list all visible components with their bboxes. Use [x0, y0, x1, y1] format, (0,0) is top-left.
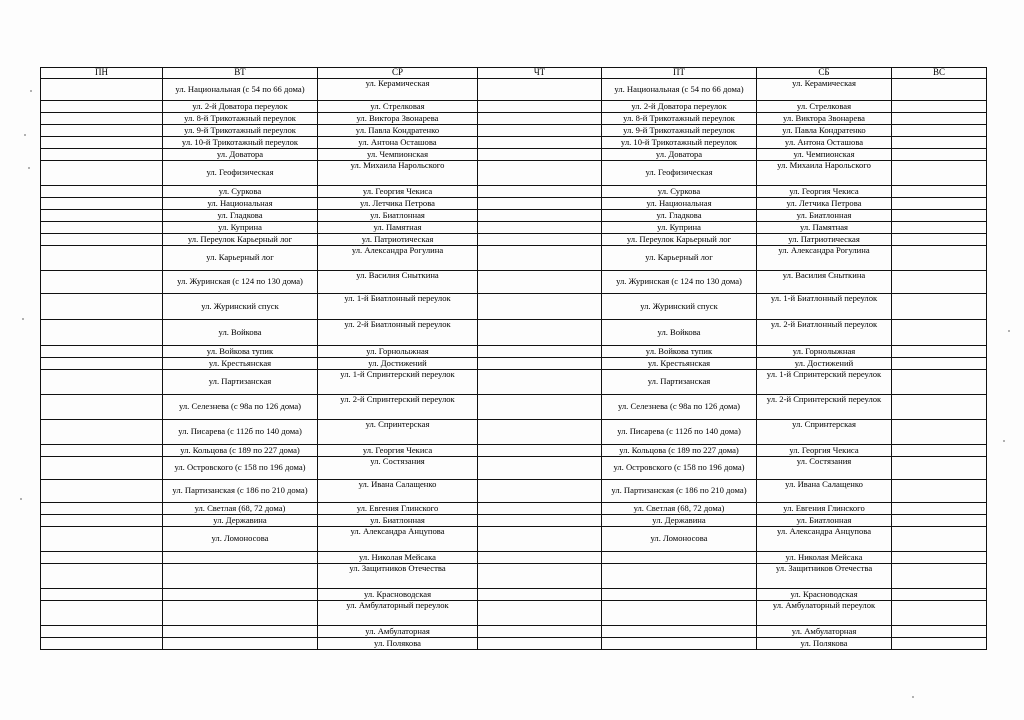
- cell-thu: [478, 149, 602, 161]
- cell-sun: [892, 527, 987, 552]
- table-row: [41, 601, 987, 626]
- cell-wed: ул. Достижений: [318, 358, 478, 370]
- header-wed: СР: [318, 68, 478, 79]
- cell-mon: [41, 149, 163, 161]
- cell-tue: [163, 589, 318, 601]
- cell-mon: [41, 125, 163, 137]
- cell-sun: [892, 79, 987, 101]
- cell-thu: [478, 198, 602, 210]
- cell-thu: [478, 370, 602, 395]
- cell-tue: ул. Национальная: [163, 198, 318, 210]
- cell-wed: ул. Виктора Звонарева: [318, 113, 478, 125]
- cell-sat: ул. Летчика Петрова: [757, 198, 892, 210]
- cell-mon: [41, 564, 163, 589]
- cell-wed: ул. Александра Анцупова: [318, 527, 478, 552]
- cell-thu: [478, 626, 602, 638]
- cell-thu: [478, 186, 602, 198]
- cell-sat: ул. Состязания: [757, 457, 892, 480]
- cell-wed: ул. Чемпионская: [318, 149, 478, 161]
- scan-speck: [1003, 440, 1005, 442]
- cell-fri: ул. Войкова тупик: [602, 346, 757, 358]
- cell-wed: ул. Ивана Салащенко: [318, 480, 478, 503]
- cell-mon: [41, 222, 163, 234]
- cell-thu: [478, 601, 602, 626]
- cell-tue: ул. 9-й Трикотажный переулок: [163, 125, 318, 137]
- cell-thu: [478, 210, 602, 222]
- table-row: [41, 198, 987, 210]
- cell-fri: ул. Ломоносова: [602, 527, 757, 552]
- table-row: [41, 186, 987, 198]
- cell-mon: [41, 638, 163, 650]
- cell-fri: [602, 552, 757, 564]
- cell-wed: ул. Александра Рогулина: [318, 246, 478, 271]
- cell-fri: ул. Переулок Карьерный лог: [602, 234, 757, 246]
- cell-tue: ул. Островского (с 158 по 196 дома): [163, 457, 318, 480]
- cell-fri: [602, 601, 757, 626]
- cell-mon: [41, 246, 163, 271]
- cell-wed: ул. Полякова: [318, 638, 478, 650]
- cell-fri: ул. Островского (с 158 по 196 дома): [602, 457, 757, 480]
- cell-fri: ул. 2-й Доватора переулок: [602, 101, 757, 113]
- cell-wed: ул. Стрелковая: [318, 101, 478, 113]
- cell-sun: [892, 161, 987, 186]
- cell-sat: ул. Достижений: [757, 358, 892, 370]
- cell-tue: ул. Писарева (с 112б по 140 дома): [163, 420, 318, 445]
- cell-mon: [41, 161, 163, 186]
- table-row: [41, 222, 987, 234]
- cell-tue: ул. 2-й Доватора переулок: [163, 101, 318, 113]
- table-row: [41, 210, 987, 222]
- cell-sat: ул. Стрелковая: [757, 101, 892, 113]
- cell-sun: [892, 445, 987, 457]
- cell-thu: [478, 101, 602, 113]
- cell-wed: ул. Защитников Отечества: [318, 564, 478, 589]
- scan-speck: [20, 498, 22, 500]
- cell-sun: [892, 358, 987, 370]
- cell-sat: ул. Полякова: [757, 638, 892, 650]
- cell-fri: ул. Национальная: [602, 198, 757, 210]
- cell-fri: ул. Журинский спуск: [602, 294, 757, 320]
- header-sat: СБ: [757, 68, 892, 79]
- header-row: [41, 68, 987, 79]
- cell-mon: [41, 137, 163, 149]
- cell-sat: ул. Виктора Звонарева: [757, 113, 892, 125]
- cell-tue: ул. Переулок Карьерный лог: [163, 234, 318, 246]
- cell-thu: [478, 515, 602, 527]
- cell-sat: ул. Защитников Отечества: [757, 564, 892, 589]
- table-row: [41, 626, 987, 638]
- cell-wed: ул. Патриотическая: [318, 234, 478, 246]
- cell-tue: ул. Войкова: [163, 320, 318, 346]
- cell-sat: ул. Василия Сныткина: [757, 271, 892, 294]
- cell-tue: ул. Крестьянская: [163, 358, 318, 370]
- cell-sat: ул. Павла Кондратенко: [757, 125, 892, 137]
- cell-mon: [41, 370, 163, 395]
- cell-sat: ул. Николая Мейсака: [757, 552, 892, 564]
- scan-speck: [1008, 330, 1010, 332]
- cell-sat: ул. Амбулаторная: [757, 626, 892, 638]
- cell-wed: ул. Состязания: [318, 457, 478, 480]
- cell-sat: ул. Георгия Чекиса: [757, 445, 892, 457]
- cell-thu: [478, 125, 602, 137]
- cell-sat: ул. Памятная: [757, 222, 892, 234]
- table-row: [41, 420, 987, 445]
- cell-mon: [41, 552, 163, 564]
- cell-fri: ул. Партизанская (с 186 по 210 дома): [602, 480, 757, 503]
- cell-sun: [892, 601, 987, 626]
- cell-sun: [892, 234, 987, 246]
- cell-sat: ул. Михаила Нарольского: [757, 161, 892, 186]
- cell-fri: ул. Геофизическая: [602, 161, 757, 186]
- cell-wed: ул. Биатлонная: [318, 515, 478, 527]
- cell-thu: [478, 137, 602, 149]
- cell-tue: ул. 10-й Трикотажный переулок: [163, 137, 318, 149]
- cell-fri: [602, 589, 757, 601]
- cell-fri: ул. Партизанская: [602, 370, 757, 395]
- table-row: [41, 79, 987, 101]
- table-row: [41, 101, 987, 113]
- cell-thu: [478, 346, 602, 358]
- cell-sun: [892, 552, 987, 564]
- cell-tue: ул. Войкова тупик: [163, 346, 318, 358]
- cell-mon: [41, 186, 163, 198]
- header-thu: ЧТ: [478, 68, 602, 79]
- cell-sat: ул. Патриотическая: [757, 234, 892, 246]
- table-row: [41, 246, 987, 271]
- cell-wed: ул. 1-й Спринтерский переулок: [318, 370, 478, 395]
- cell-mon: [41, 113, 163, 125]
- cell-tue: ул. Геофизическая: [163, 161, 318, 186]
- scan-speck: [28, 167, 30, 169]
- cell-thu: [478, 638, 602, 650]
- header-mon: ПН: [41, 68, 163, 79]
- cell-thu: [478, 246, 602, 271]
- cell-mon: [41, 320, 163, 346]
- cell-mon: [41, 395, 163, 420]
- cell-wed: ул. Биатлонная: [318, 210, 478, 222]
- cell-mon: [41, 515, 163, 527]
- cell-wed: ул. Летчика Петрова: [318, 198, 478, 210]
- cell-fri: [602, 626, 757, 638]
- table-row: [41, 346, 987, 358]
- cell-tue: ул. Журинская (с 124 по 130 дома): [163, 271, 318, 294]
- cell-sun: [892, 125, 987, 137]
- table-row: [41, 457, 987, 480]
- cell-wed: ул. Амбулаторный переулок: [318, 601, 478, 626]
- cell-sun: [892, 149, 987, 161]
- cell-tue: ул. Партизанская: [163, 370, 318, 395]
- cell-tue: [163, 638, 318, 650]
- cell-sat: ул. Евгения Глинского: [757, 503, 892, 515]
- cell-thu: [478, 271, 602, 294]
- cell-sun: [892, 395, 987, 420]
- cell-wed: ул. Василия Сныткина: [318, 271, 478, 294]
- cell-sun: [892, 638, 987, 650]
- cell-sun: [892, 246, 987, 271]
- cell-fri: ул. 10-й Трикотажный переулок: [602, 137, 757, 149]
- cell-mon: [41, 626, 163, 638]
- cell-sun: [892, 101, 987, 113]
- cell-thu: [478, 161, 602, 186]
- cell-thu: [478, 589, 602, 601]
- cell-mon: [41, 503, 163, 515]
- table-row: [41, 320, 987, 346]
- table-row: [41, 358, 987, 370]
- cell-thu: [478, 234, 602, 246]
- cell-sat: ул. Биатлонная: [757, 515, 892, 527]
- scan-speck: [22, 318, 24, 320]
- cell-sun: [892, 198, 987, 210]
- cell-sun: [892, 589, 987, 601]
- cell-mon: [41, 480, 163, 503]
- cell-thu: [478, 564, 602, 589]
- table-row: [41, 271, 987, 294]
- cell-mon: [41, 457, 163, 480]
- scan-speck: [24, 134, 26, 136]
- scan-speck: [912, 696, 914, 698]
- table-row: [41, 589, 987, 601]
- table-row: [41, 480, 987, 503]
- cell-sun: [892, 515, 987, 527]
- cell-tue: ул. Доватора: [163, 149, 318, 161]
- cell-wed: ул. Георгия Чекиса: [318, 186, 478, 198]
- cell-sun: [892, 210, 987, 222]
- cell-tue: ул. Кольцова (с 189 по 227 дома): [163, 445, 318, 457]
- cell-tue: ул. Селезнева (с 98а по 126 дома): [163, 395, 318, 420]
- cell-mon: [41, 271, 163, 294]
- cell-fri: ул. Селезнева (с 98а по 126 дома): [602, 395, 757, 420]
- cell-sat: ул. Антона Осташова: [757, 137, 892, 149]
- cell-wed: ул. 1-й Биатлонный переулок: [318, 294, 478, 320]
- cell-sat: ул. 2-й Спринтерский переулок: [757, 395, 892, 420]
- cell-mon: [41, 198, 163, 210]
- cell-thu: [478, 552, 602, 564]
- cell-tue: [163, 601, 318, 626]
- table-row: [41, 370, 987, 395]
- table-row: [41, 161, 987, 186]
- cell-sun: [892, 457, 987, 480]
- scan-speck: [30, 90, 32, 92]
- table-row: [41, 395, 987, 420]
- cell-fri: ул. Куприна: [602, 222, 757, 234]
- cell-mon: [41, 346, 163, 358]
- cell-tue: ул. Национальная (с 54 по 66 дома): [163, 79, 318, 101]
- table-row: [41, 515, 987, 527]
- cell-fri: ул. Доватора: [602, 149, 757, 161]
- cell-mon: [41, 101, 163, 113]
- cell-sun: [892, 294, 987, 320]
- cell-fri: ул. Писарева (с 112б по 140 дома): [602, 420, 757, 445]
- table-row: [41, 552, 987, 564]
- cell-mon: [41, 445, 163, 457]
- cell-wed: ул. 2-й Биатлонный переулок: [318, 320, 478, 346]
- cell-wed: ул. Евгения Глинского: [318, 503, 478, 515]
- schedule-table: [40, 67, 987, 650]
- cell-sun: [892, 222, 987, 234]
- cell-mon: [41, 210, 163, 222]
- cell-sat: ул. 1-й Спринтерский переулок: [757, 370, 892, 395]
- table-row: [41, 137, 987, 149]
- cell-mon: [41, 79, 163, 101]
- table-row: [41, 125, 987, 137]
- cell-sun: [892, 320, 987, 346]
- cell-thu: [478, 395, 602, 420]
- cell-fri: [602, 564, 757, 589]
- cell-sun: [892, 564, 987, 589]
- cell-sat: ул. Керамическая: [757, 79, 892, 101]
- cell-fri: ул. Светлая (68, 72 дома): [602, 503, 757, 515]
- cell-tue: ул. Партизанская (с 186 по 210 дома): [163, 480, 318, 503]
- cell-fri: ул. Суркова: [602, 186, 757, 198]
- cell-mon: [41, 234, 163, 246]
- cell-sat: ул. Александра Анцупова: [757, 527, 892, 552]
- table-row: [41, 638, 987, 650]
- cell-mon: [41, 294, 163, 320]
- cell-tue: ул. Светлая (68, 72 дома): [163, 503, 318, 515]
- header-fri: ПТ: [602, 68, 757, 79]
- cell-thu: [478, 527, 602, 552]
- cell-mon: [41, 601, 163, 626]
- cell-wed: ул. Михаила Нарольского: [318, 161, 478, 186]
- table-row: [41, 564, 987, 589]
- cell-tue: [163, 626, 318, 638]
- cell-sat: ул. Александра Рогулина: [757, 246, 892, 271]
- cell-thu: [478, 480, 602, 503]
- cell-tue: ул. Куприна: [163, 222, 318, 234]
- cell-fri: ул. 9-й Трикотажный переулок: [602, 125, 757, 137]
- cell-wed: ул. Георгия Чекиса: [318, 445, 478, 457]
- cell-thu: [478, 445, 602, 457]
- cell-wed: ул. Павла Кондратенко: [318, 125, 478, 137]
- cell-tue: ул. 8-й Трикотажный переулок: [163, 113, 318, 125]
- cell-tue: ул. Журинский спуск: [163, 294, 318, 320]
- cell-mon: [41, 527, 163, 552]
- cell-sun: [892, 503, 987, 515]
- cell-sun: [892, 137, 987, 149]
- cell-tue: [163, 564, 318, 589]
- cell-thu: [478, 358, 602, 370]
- header-tue: ВТ: [163, 68, 318, 79]
- cell-wed: ул. Антона Осташова: [318, 137, 478, 149]
- cell-sat: ул. Чемпионская: [757, 149, 892, 161]
- cell-thu: [478, 320, 602, 346]
- cell-sat: ул. Амбулаторный переулок: [757, 601, 892, 626]
- cell-fri: [602, 638, 757, 650]
- cell-sat: ул. Биатлонная: [757, 210, 892, 222]
- cell-fri: ул. 8-й Трикотажный переулок: [602, 113, 757, 125]
- cell-sun: [892, 113, 987, 125]
- cell-sun: [892, 626, 987, 638]
- cell-fri: ул. Карьерный лог: [602, 246, 757, 271]
- table-row: [41, 234, 987, 246]
- cell-fri: ул. Державина: [602, 515, 757, 527]
- cell-sat: ул. 2-й Биатлонный переулок: [757, 320, 892, 346]
- cell-mon: [41, 420, 163, 445]
- cell-fri: ул. Журинская (с 124 по 130 дома): [602, 271, 757, 294]
- cell-sat: ул. 1-й Биатлонный переулок: [757, 294, 892, 320]
- cell-thu: [478, 420, 602, 445]
- cell-wed: ул. Горнолыжная: [318, 346, 478, 358]
- cell-tue: ул. Суркова: [163, 186, 318, 198]
- cell-wed: ул. Спринтерская: [318, 420, 478, 445]
- cell-sun: [892, 186, 987, 198]
- cell-sat: ул. Красноводская: [757, 589, 892, 601]
- cell-sun: [892, 370, 987, 395]
- cell-sun: [892, 420, 987, 445]
- table-row: [41, 445, 987, 457]
- cell-wed: ул. Красноводская: [318, 589, 478, 601]
- cell-tue: ул. Ломоносова: [163, 527, 318, 552]
- cell-mon: [41, 358, 163, 370]
- cell-fri: ул. Национальная (с 54 по 66 дома): [602, 79, 757, 101]
- cell-sun: [892, 480, 987, 503]
- cell-tue: [163, 552, 318, 564]
- cell-thu: [478, 113, 602, 125]
- cell-sat: ул. Горнолыжная: [757, 346, 892, 358]
- cell-wed: ул. Памятная: [318, 222, 478, 234]
- cell-thu: [478, 294, 602, 320]
- cell-sat: ул. Георгия Чекиса: [757, 186, 892, 198]
- cell-sat: ул. Спринтерская: [757, 420, 892, 445]
- schedule-body: [41, 79, 987, 650]
- cell-sat: ул. Ивана Салащенко: [757, 480, 892, 503]
- table-row: [41, 503, 987, 515]
- header-sun: ВС: [892, 68, 987, 79]
- cell-mon: [41, 589, 163, 601]
- cell-tue: ул. Державина: [163, 515, 318, 527]
- cell-wed: ул. Николая Мейсака: [318, 552, 478, 564]
- table-row: [41, 113, 987, 125]
- table-row: [41, 149, 987, 161]
- cell-sun: [892, 271, 987, 294]
- cell-fri: ул. Крестьянская: [602, 358, 757, 370]
- cell-wed: ул. 2-й Спринтерский переулок: [318, 395, 478, 420]
- cell-thu: [478, 457, 602, 480]
- table-row: [41, 294, 987, 320]
- cell-thu: [478, 79, 602, 101]
- cell-tue: ул. Гладкова: [163, 210, 318, 222]
- cell-fri: ул. Войкова: [602, 320, 757, 346]
- cell-sun: [892, 346, 987, 358]
- cell-wed: ул. Амбулаторная: [318, 626, 478, 638]
- cell-thu: [478, 222, 602, 234]
- cell-fri: ул. Гладкова: [602, 210, 757, 222]
- cell-thu: [478, 503, 602, 515]
- cell-fri: ул. Кольцова (с 189 по 227 дома): [602, 445, 757, 457]
- cell-wed: ул. Керамическая: [318, 79, 478, 101]
- cell-tue: ул. Карьерный лог: [163, 246, 318, 271]
- table-row: [41, 527, 987, 552]
